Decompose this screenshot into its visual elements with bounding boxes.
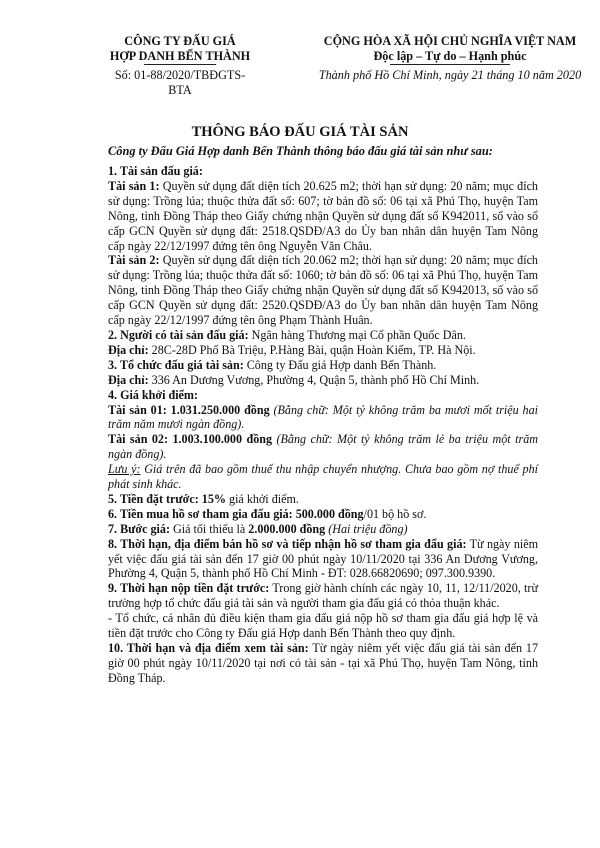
republic-title: CỘNG HÒA XÃ HỘI CHỦ NGHĨA VIỆT NAM: [323, 34, 577, 48]
section-6-label: 6. Tiền mua hồ sơ tham gia đấu giá:: [108, 506, 293, 521]
issuer-header: [105, 34, 255, 98]
document-title: THÔNG BÁO ĐẤU GIÁ TÀI SẢN: [191, 124, 409, 140]
section-3-text: Công ty Đấu giá Hợp danh Bến Thành.: [243, 357, 437, 372]
section-2-address-label: Địa chỉ:: [108, 342, 149, 357]
section-6-fee: [108, 507, 538, 522]
section-2-address-text: 28C-28D Phố Bà Triệu, P.Hàng Bài, quận Hoàn Kiếm, TP. Hà Nội.: [148, 342, 476, 357]
section-7-text: Giá tối thiểu là: [170, 521, 249, 536]
starting-price-2-words: (Bằng chữ: Một tỷ không trăm lẻ ba triệu một trăm ngàn đồng).: [108, 432, 538, 462]
document-body: [108, 164, 538, 686]
price-note-text: Giá trên đã bao gồm thuế thu nhập chuyển nhượng. Chưa bao gồm nợ thuế phí phát sinh khác.: [108, 462, 538, 492]
asset-2-label: Tài sản 2:: [108, 253, 160, 268]
section-10-label: 10. Thời hạn và địa điểm xem tài sản:: [108, 641, 309, 655]
starting-price-2-label: Tài sản 02: 1.003.100.000 đồng: [108, 432, 273, 447]
national-motto: Độc lập – Tự do – Hạnh phúc: [373, 49, 527, 63]
section-4-heading: 4. Giá khởi điểm:: [108, 387, 199, 402]
section-3-address-label: Địa chỉ:: [108, 372, 149, 387]
section-7-step: [108, 522, 538, 537]
starting-price-2: [108, 432, 538, 462]
section-3-address-text: 336 An Dương Vương, Phường 4, Quận 5, thành phố Hồ Chí Minh.: [148, 372, 480, 387]
section-10-viewing: [108, 641, 538, 686]
section-9-note: - Tổ chức, cá nhân đủ điều kiện tham gia đấu giá nộp hồ sơ tham gia đấu giá hợp lệ và tiền đặt trước cho Công ty Đấu giá Hợp danh Bến Thành theo quy định.: [108, 611, 538, 641]
section-7-words: (Hai triệu đồng): [325, 521, 408, 536]
section-5-label: 5. Tiền đặt trước:: [108, 491, 199, 506]
section-3-organizer: [108, 358, 538, 373]
asset-2-text: Quyền sử dụng đất diện tích 20.062 m2; thời hạn sử dụng: 20 năm; mục đích sử dụng: Trồng lúa; thuộc thửa đất số: 1060; tờ bản đồ số: 06 tại xã Phú Thọ, huyện Tam Nông, tỉnh Đồng Tháp theo Giấy chứng nhận Quyền sử dụng đất số K942013, số vào sổ cấp GCN Quyền sử dụng đất: 2520.QSDĐ/A3 do Ủy ban nhân dân huyện Tam Nông cấp ngày 22/12/1997 đứng tên ông Phạm Thành Huân.: [108, 253, 538, 328]
section-6-text: /01 bộ hồ sơ.: [363, 506, 427, 521]
section-9-deposit-deadline: [108, 581, 538, 611]
section-5-value: 15%: [198, 491, 226, 506]
document-intro: Công ty Đấu Giá Hợp danh Bến Thành thông báo đấu giá tài sản như sau:: [108, 144, 493, 158]
asset-1-label: Tài sản 1:: [108, 178, 160, 193]
asset-1-text: Quyền sử dụng đất diện tích 20.625 m2; thời hạn sử dụng: 20 năm; mục đích sử dụng: Trồng lúa; thuộc thửa đất số: 607; tờ bản đồ số: 06 tại xã Phú Thọ, huyện Tam Nông, tỉnh Đồng Tháp theo Giấy chứng nhận Quyền sử dụng đất số K942011, số vào sổ cấp GCN Quyền sử dụng đất: 2518.QSDĐ/A3 do Ủy ban nhân dân huyện Tam Nông cấp ngày 22/12/1997 đứng tên ông Nguyễn Văn Châu.: [108, 178, 538, 253]
section-7-value: 2.000.000 đồng: [248, 521, 326, 536]
section-2-text: Ngân hàng Thương mại Cổ phần Quốc Dân.: [248, 327, 466, 342]
section-2-owner: [108, 328, 538, 343]
starting-price-1-words: (Bằng chữ: Một tỷ không trăm ba mươi mốt triệu hai trăm năm mươi ngàn đồng).: [108, 402, 538, 432]
section-8-dossier: [108, 537, 538, 582]
starting-price-1: [108, 403, 538, 433]
company-name-line2: HỢP DANH BẾN THÀNH: [109, 49, 251, 63]
section-7-label: 7. Bước giá:: [108, 521, 170, 536]
section-5-deposit: [108, 492, 538, 507]
section-8-label: 8. Thời hạn, địa điểm bán hồ sơ và tiếp nhận hồ sơ tham gia đấu giá:: [108, 536, 467, 551]
section-9-label: 9. Thời hạn nộp tiền đặt trước:: [108, 581, 270, 596]
asset-1: [108, 179, 538, 254]
price-note-label: Lưu ý:: [108, 462, 141, 477]
asset-2: [108, 253, 538, 328]
section-5-text: giá khởi điểm.: [226, 491, 299, 506]
document-number: Số: 01-88/2020/TBĐGTS-BTA: [114, 68, 246, 97]
section-2-address: [108, 343, 538, 358]
section-9-text: Trong giờ hành chính các ngày 10, 11, 12/11/2020, trừ trường hợp tổ chức đấu giá tài sản và người tham gia đấu giá có thỏa thuận khác.: [108, 581, 538, 611]
section-1-heading: 1. Tài sản đấu giá:: [108, 164, 203, 178]
motto-underline: [390, 64, 510, 65]
section-8-text: Từ ngày niêm yết việc đấu giá tài sản đến 17 giờ 00 phút ngày 10/11/2020 tại 336 An Dương Vương, Phường 4, Quận 5, thành phố Hồ Chí Minh - ĐT: 028.66820690; 097.300.9390.: [108, 536, 539, 581]
price-note: [108, 462, 538, 492]
company-name-line1: CÔNG TY ĐẤU GIÁ: [124, 34, 236, 48]
document-date: Thành phố Hồ Chí Minh, ngày 21 tháng 10 năm 2020: [318, 68, 582, 82]
section-2-label: 2. Người có tài sản đấu giá:: [108, 327, 249, 342]
section-6-value: 500.000 đồng: [292, 506, 364, 521]
starting-price-1-label: Tài sản 01: 1.031.250.000 đồng: [108, 402, 270, 417]
national-header: [300, 34, 600, 83]
company-underline: [144, 64, 216, 65]
section-3-label: 3. Tổ chức đấu giá tài sản:: [108, 357, 244, 372]
section-3-address: [108, 373, 538, 388]
section-10-text: Từ ngày niêm yết việc đấu giá tài sản đến 17 giờ 00 phút ngày 10/11/2020 tại nơi có tài sản - tại xã Phú Thọ, huyện Tam Nông, tỉnh Đồng Tháp.: [108, 641, 538, 685]
